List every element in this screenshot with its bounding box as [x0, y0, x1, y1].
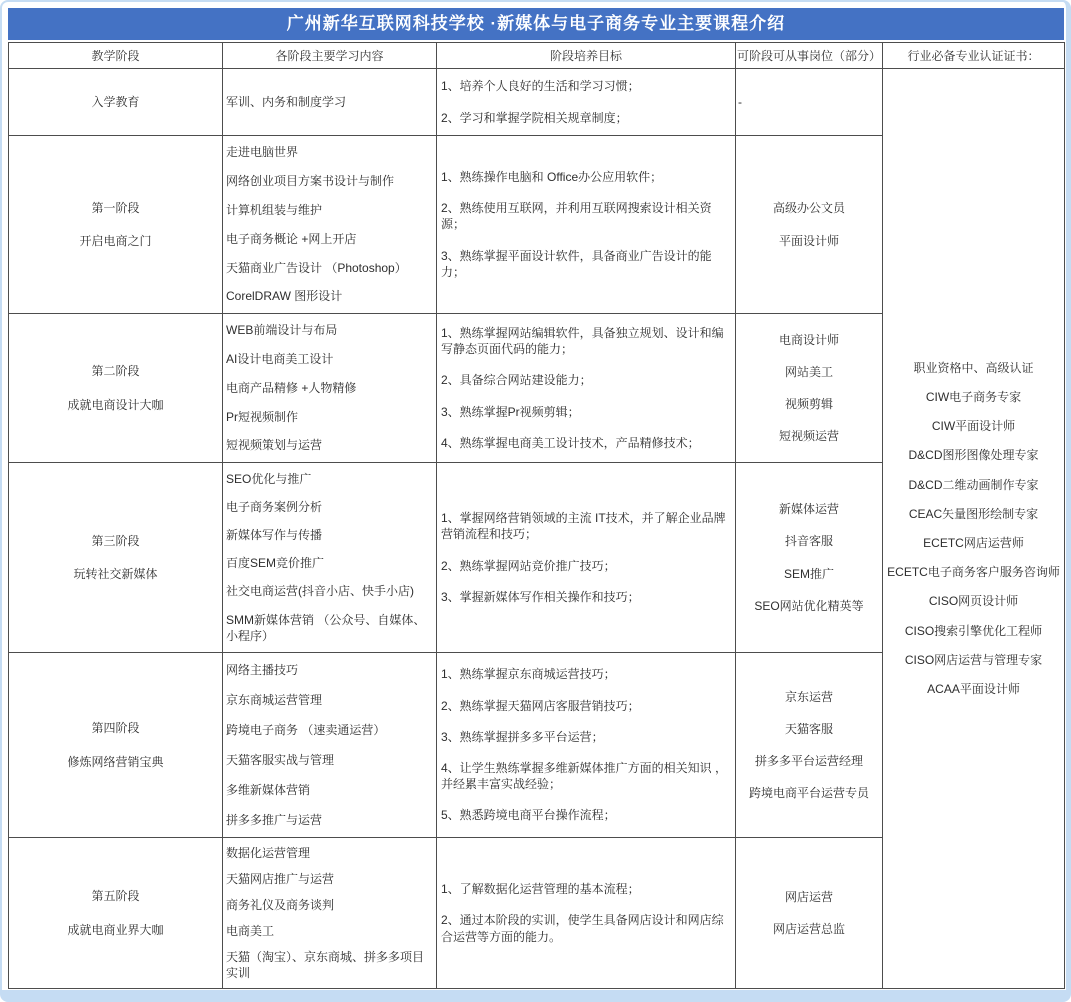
jobs-item: 网站美工 [784, 364, 833, 379]
stage-cell-content [9, 463, 222, 652]
jobs-cell [736, 314, 883, 463]
jobs-item: - [738, 94, 742, 109]
stage-item: 第一阶段 [91, 200, 140, 215]
certs-item: CISO搜索引擎优化工程师 [904, 623, 1043, 638]
goals-item: 2、熟练掌握天猫网店客服营销技巧； [441, 698, 640, 713]
jobs-item: 视频剪辑 [784, 397, 833, 411]
goals-item: 2、具备综合网站建设能力； [441, 373, 592, 388]
stage-item: 开启电商之门 [79, 234, 152, 248]
goals-cell-content [437, 136, 735, 313]
goals-cell-content [437, 314, 735, 462]
goals-item: 1、了解数据化运营管理的基本流程； [441, 882, 640, 897]
courses-item: 电商美工 [226, 923, 275, 938]
jobs-cell [736, 838, 883, 989]
stage-cell-content [9, 314, 222, 462]
jobs-item: 网店运营 [784, 889, 833, 904]
certs-item: CISO网店运营与管理专家 [904, 652, 1043, 667]
stage-cell [9, 838, 223, 989]
certs-item: CEAC矢量图形绘制专家 [908, 506, 1039, 521]
courses-cell [223, 838, 437, 989]
courses-item: 京东商城运营管理 [226, 692, 323, 707]
courses-item: 多维新媒体营销 [226, 782, 311, 797]
goals-item: 3、熟练掌握Pr视频剪辑； [441, 404, 580, 419]
goals-item: 1、培养个人良好的生活和学习习惯； [441, 79, 640, 94]
header-jobs: 可阶段可从事岗位（部分） [736, 43, 883, 69]
goals-cell-content [437, 838, 735, 988]
jobs-cell-content [736, 136, 882, 313]
jobs-cell [736, 136, 883, 314]
courses-item: 电商产品精修 +人物精修 [226, 380, 357, 395]
courses-item: 商务礼仪及商务谈判 [226, 897, 335, 912]
courses-item: 军训、内务和制度学习 [226, 94, 347, 109]
courses-item: 百度SEM竞价推广 [226, 556, 325, 571]
certs-item: CIW平面设计师 [931, 419, 1016, 434]
stage-item: 第三阶段 [91, 533, 140, 548]
course-table [8, 42, 1065, 989]
jobs-item: 电商设计师 [778, 332, 839, 347]
goals-item: 1、掌握网络营销领域的主流 IT技术，并了解企业品牌营销流程和技巧； [441, 511, 726, 542]
jobs-item: 拼多多平台运营经理 [754, 754, 863, 768]
stage-item: 第二阶段 [91, 364, 140, 379]
courses-cell [223, 314, 437, 463]
jobs-cell-content [736, 653, 882, 837]
goals-item: 2、学习和掌握学院相关规章制度； [441, 110, 628, 125]
stage-item: 第五阶段 [91, 889, 140, 904]
page-title: 广州新华互联网科技学校 ·新媒体与电子商务专业主要课程介绍 [8, 8, 1064, 40]
certs-item: D&CD图形图像处理专家 [908, 448, 1039, 463]
jobs-cell-content [736, 69, 882, 135]
goals-cell-content [437, 463, 735, 652]
goals-item: 1、熟练操作电脑和 Office办公应用软件； [441, 170, 663, 185]
stage-cell [9, 653, 223, 838]
jobs-cell [736, 69, 883, 136]
stage-cell [9, 69, 223, 136]
courses-item: AI设计电商美工设计 [226, 352, 334, 367]
courses-item: CorelDRAW 图形设计 [226, 289, 343, 304]
courses-item: 计算机组装与维护 [226, 202, 323, 217]
certs-item: CISO网页设计师 [928, 594, 1019, 609]
courses-item: 社交电商运营(抖音小店、快手小店) [226, 584, 414, 599]
courses-item: 天猫网店推广与运营 [226, 871, 335, 886]
courses-item: 走进电脑世界 [226, 145, 299, 160]
goals-cell [437, 136, 736, 314]
courses-cell [223, 136, 437, 314]
goals-cell-content [437, 653, 735, 837]
course-table-body [9, 69, 1065, 989]
stage-cell-content [9, 69, 222, 135]
goals-item: 4、熟练掌握电商美工设计技术，产品精修技术； [441, 435, 700, 450]
stage-item: 玩转社交新媒体 [73, 567, 158, 581]
jobs-cell [736, 463, 883, 653]
jobs-cell-content [736, 838, 882, 988]
stage-cell-content [9, 838, 222, 988]
courses-item: 天猫（淘宝）、京东商城、拼多多项目实训 [226, 949, 425, 980]
goals-cell [437, 314, 736, 463]
jobs-item: SEM推广 [783, 566, 834, 581]
courses-item: 电子商务概论 +网上开店 [226, 231, 357, 246]
courses-item: 短视频策划与运营 [226, 438, 323, 453]
certs-item: 职业资格中、高级认证 [913, 360, 1034, 375]
goals-item: 2、通过本阶段的实训，使学生具备网店设计和网店综合运营等方面的能力。 [441, 913, 724, 944]
stage-item: 第四阶段 [91, 721, 140, 736]
courses-item: 拼多多推广与运营 [226, 812, 323, 827]
jobs-cell-content [736, 463, 882, 652]
courses-item: 电子商务案例分析 [226, 500, 323, 515]
goals-item: 2、熟练使用互联网，并利用互联网搜索设计相关资源； [441, 201, 712, 232]
goals-cell [437, 69, 736, 136]
stage-item: 修炼网络营销宝典 [67, 754, 164, 769]
courses-cell-content [223, 69, 436, 135]
stage-item: 成就电商业界大咖 [67, 922, 164, 937]
course-intro-sheet [8, 8, 1064, 989]
header-courses: 各阶段主要学习内容 [223, 43, 437, 69]
stage-cell [9, 136, 223, 314]
certificates-cell [883, 69, 1065, 989]
jobs-item: 天猫客服 [784, 721, 833, 736]
goals-cell [437, 838, 736, 989]
courses-item: 网络创业项目方案书设计与制作 [226, 174, 395, 189]
courses-cell [223, 463, 437, 653]
jobs-cell-content [736, 314, 882, 462]
table-header [9, 43, 1065, 69]
stage-item: 成就电商设计大咖 [67, 397, 164, 412]
courses-cell-content [223, 136, 436, 313]
courses-item: 天猫商业广告设计 （Photoshop） [226, 260, 407, 275]
goals-cell [437, 653, 736, 838]
jobs-item: 跨境电商平台运营专员 [748, 786, 869, 801]
certs-item: ECETC网店运营师 [923, 536, 1024, 550]
stage-cell-content [9, 653, 222, 837]
courses-item: WEB前端设计与布局 [226, 323, 338, 338]
certs-item: CIW电子商务专家 [925, 390, 1022, 405]
goals-item: 3、熟练掌握拼多多平台运营； [441, 729, 604, 744]
goals-item: 2、熟练掌握网站竞价推广技巧； [441, 558, 616, 573]
stage-cell [9, 463, 223, 653]
courses-item: 网络主播技巧 [226, 662, 299, 677]
header-goals: 阶段培养目标 [437, 43, 736, 69]
stage-cell-content [9, 136, 222, 313]
courses-cell [223, 653, 437, 838]
jobs-item: 京东运营 [784, 689, 833, 704]
courses-item: 跨境电子商务 （速卖通运营） [226, 722, 386, 737]
header-stage: 教学阶段 [9, 43, 223, 69]
courses-cell-content [223, 463, 436, 652]
header-row [9, 43, 1065, 69]
jobs-cell [736, 653, 883, 838]
courses-cell-content [223, 838, 436, 988]
table-row [9, 69, 1065, 136]
courses-item: SEO优化与推广 [226, 471, 312, 486]
certs-item: ECETC电子商务客户服务咨询师 [887, 565, 1060, 580]
courses-cell-content [223, 314, 436, 462]
goals-cell-content [437, 69, 735, 135]
courses-item: 新媒体写作与传播 [226, 528, 323, 543]
goals-cell [437, 463, 736, 653]
jobs-item: 新媒体运营 [778, 502, 839, 517]
courses-item: 天猫客服实战与管理 [226, 752, 335, 767]
jobs-item: 平面设计师 [778, 233, 839, 248]
goals-item: 3、掌握新媒体写作相关操作和技巧； [441, 589, 640, 604]
jobs-item: 网店运营总监 [772, 922, 845, 936]
jobs-item: 抖音客服 [784, 534, 833, 549]
courses-cell-content [223, 653, 436, 837]
courses-item: SMM新媒体营销 （公众号、自媒体、小程序） [226, 612, 426, 643]
jobs-item: SEO网站优化精英等 [754, 598, 864, 613]
header-certificates: 行业必备专业认证证书： [883, 43, 1065, 69]
goals-item: 1、熟练掌握京东商城运营技巧； [441, 667, 616, 682]
courses-item: 数据化运营管理 [226, 845, 311, 860]
goals-item: 4、让学生熟练掌握多维新媒体推广方面的相关知识 ，并经累丰富实战经验； [441, 761, 728, 792]
courses-cell [223, 69, 437, 136]
stage-cell [9, 314, 223, 463]
stage-item: 入学教育 [91, 94, 140, 109]
jobs-item: 高级办公文员 [772, 201, 845, 216]
certs-item: ACAA平面设计师 [927, 681, 1020, 696]
certificates-cell-content [883, 69, 1064, 988]
jobs-item: 短视频运营 [778, 429, 839, 444]
goals-item: 1、熟练掌握网站编辑软件，具备独立规划、设计和编写静态页面代码的能力； [441, 326, 724, 357]
goals-item: 3、熟练掌握平面设计软件，具备商业广告设计的能力； [441, 248, 712, 279]
certs-item: D&CD二维动画制作专家 [908, 477, 1039, 492]
goals-item: 5、熟悉跨境电商平台操作流程； [441, 808, 616, 823]
courses-item: Pr短视频制作 [226, 409, 299, 424]
